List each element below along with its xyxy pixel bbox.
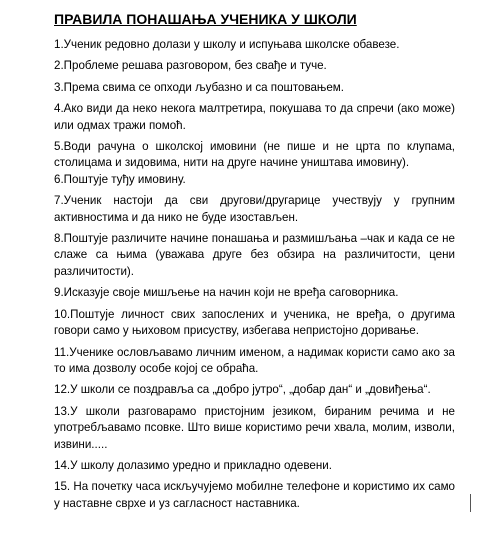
rule-13: 13.У школи разговарамо пристојним језиком, бираним речима и не употребљавамо псовке. Што више користимо речи хвала, молим, изволи, извини..... <box>54 404 455 451</box>
rule-14: 14.У школу долазимо уредно и прикладно одевени. <box>54 458 332 472</box>
rule-11: 11.Ученике ословљавамо личним именом, а надимак користи само ако за то има дозволу особе којој се обраћа. <box>54 345 455 375</box>
text-cursor <box>470 494 471 512</box>
rule-15: 15. На почетку часа искључујемо мобилне телефоне и користимо их само у наставне сврхе и уз сагласност наставника. <box>54 480 455 510</box>
rule-9: 9.Исказује своје мишљење на начин који не вређа саговорника. <box>54 286 399 300</box>
rule-5: 5.Води рачуна о школској имовини (не пише и не црта по клупама, столицама и зидовима, нити на друге начине уништава имовину). <box>54 140 455 170</box>
rule-3: 3.Према свима се опходи љубазно и са поштовањем. <box>54 80 344 94</box>
page-title: ПРАВИЛА ПОНАШАЊА УЧЕНИКА У ШКОЛИ <box>54 11 357 27</box>
rule-12: 12.У школи се поздравља са „добро јутро“, „добар дан“ и „довиђења“. <box>54 383 431 397</box>
rule-6: 6.Поштује туђу имовину. <box>54 172 186 186</box>
rule-7: 7.Ученик настоји да сви другови/другарице учествују у групним активностима и да нико не буде изостављен. <box>54 194 455 224</box>
rule-8: 8.Поштује различите начине понашања и размишљања –чак и када се не слаже са њима (уважава друге без обзира на различитости, цени различитости). <box>54 232 455 278</box>
rule-1: 1.Ученик редовно долази у школу и испуњава школске обавезе. <box>54 38 400 51</box>
rule-10: 10.Поштује личност свих запослених и ученика, не вређа, о другима говори само у њиховом присуству, избегава непристојно доривање. <box>54 307 455 338</box>
rule-4: 4.Ако види да неко некога малтретира, покушава то да спречи (ако може) или одмах тражи помоћ. <box>54 102 455 132</box>
rule-2: 2.Проблеме решава разговором, без свађе и туче. <box>54 59 327 73</box>
